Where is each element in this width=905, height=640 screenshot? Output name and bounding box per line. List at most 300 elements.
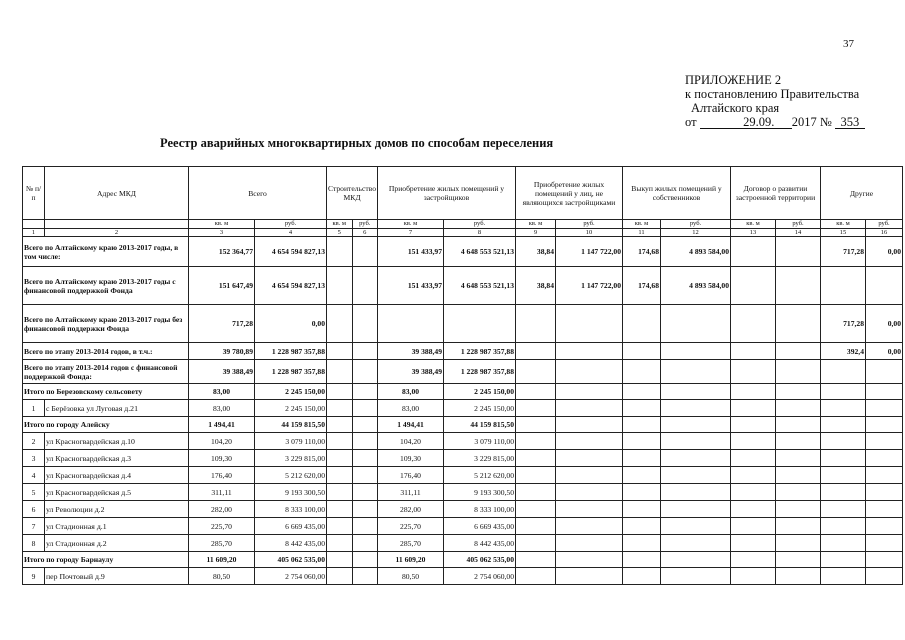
house-total-rub: 9 193 300,50 [255,484,327,501]
empty-cell [661,535,731,552]
summary-empty [352,267,378,305]
summary-empty [731,237,776,267]
empty-cell [623,400,661,417]
house-total-m2: 80,50 [189,568,255,585]
empty-cell [866,400,903,417]
year-label: 2017 № [791,115,832,129]
column-number-cell: 7 [378,229,444,237]
summary-non-m2: 38,84 [516,237,556,267]
empty-cell [327,400,353,417]
appendix-date-line [685,115,865,129]
empty-cell [516,484,556,501]
empty-cell [661,484,731,501]
group-empty [661,417,731,433]
empty-cell [731,501,776,518]
house-address: ул Красногвардейская д.10 [45,433,189,450]
unit-cell: руб. [661,220,731,229]
summary-buy-rub [661,305,731,343]
appendix-line-3: Алтайского края [691,101,780,115]
group-total-m2: 11 609,20 [189,552,255,568]
unit-cell: кв. м [821,220,866,229]
summary-buy-rub [661,343,731,360]
empty-cell [327,450,353,467]
group-dev-m2: 11 609,20 [378,552,444,568]
group-empty [516,384,556,400]
group-empty [516,552,556,568]
empty-cell [516,535,556,552]
group-empty [556,552,623,568]
appendix-title: ПРИЛОЖЕНИЕ 2 [685,73,782,87]
empty-cell [352,484,378,501]
house-address: ул Стадионная д.1 [45,518,189,535]
summary-dev-m2: 39 388,49 [378,343,444,360]
summary-empty [731,305,776,343]
summary-oth-m2 [821,267,866,305]
summary-empty [352,360,378,384]
summary-empty [731,360,776,384]
empty-cell [352,518,378,535]
house-row [23,568,903,585]
house-number: 5 [23,484,45,501]
empty-cell [776,535,821,552]
empty-cell [821,535,866,552]
empty-cell [516,467,556,484]
summary-buy-m2: 174,68 [623,237,661,267]
empty-cell [556,484,623,501]
house-number: 2 [23,433,45,450]
summary-total-rub: 0,00 [255,305,327,343]
house-row [23,484,903,501]
house-total-rub: 2 754 060,00 [255,568,327,585]
summary-empty [731,267,776,305]
summary-buy-m2 [623,343,661,360]
summary-dev-m2: 151 433,97 [378,237,444,267]
empty-cell [516,400,556,417]
register-table [22,166,903,585]
summary-oth-rub [866,360,903,384]
house-dev-rub: 9 193 300,50 [444,484,516,501]
house-row [23,518,903,535]
group-dev-rub: 405 062 535,00 [444,552,516,568]
empty-cell [821,518,866,535]
group-total-m2: 83,00 [189,384,255,400]
summary-total-m2: 717,28 [189,305,255,343]
group-total-rub: 2 245 150,00 [255,384,327,400]
house-total-rub: 8 333 100,00 [255,501,327,518]
summary-oth-rub: 0,00 [866,237,903,267]
group-empty [731,384,776,400]
group-empty [352,384,378,400]
empty-cell [776,433,821,450]
appendix-block [685,73,865,129]
empty-cell [866,450,903,467]
house-total-m2: 225,70 [189,518,255,535]
house-address: ул Революции д.2 [45,501,189,518]
empty-cell [731,484,776,501]
empty-cell [556,450,623,467]
empty-cell [623,433,661,450]
summary-non-m2 [516,360,556,384]
group-empty [731,552,776,568]
empty-cell [352,433,378,450]
house-row [23,501,903,518]
empty-cell [866,433,903,450]
house-dev-rub: 5 212 620,00 [444,467,516,484]
house-total-m2: 285,70 [189,535,255,552]
empty-cell [821,400,866,417]
group-label: Итого по Березовскому сельсовету [23,384,189,400]
decree-number: 353 [835,116,865,129]
col-buyout-header: Выкуп жилых помещений у собственников [623,167,731,220]
summary-non-rub [556,343,623,360]
empty-cell [776,568,821,585]
empty-cell [661,568,731,585]
house-dev-rub: 3 229 815,00 [444,450,516,467]
summary-buy-rub: 4 893 584,00 [661,237,731,267]
house-dev-rub: 8 333 100,00 [444,501,516,518]
col-dev-agreement-header: Договор о развитии застроенной территории [731,167,821,220]
group-empty [821,384,866,400]
group-empty [623,417,661,433]
summary-empty [327,305,353,343]
group-empty [661,384,731,400]
empty-cell [556,518,623,535]
empty-cell [731,433,776,450]
summary-non-rub [556,305,623,343]
empty-cell [327,518,353,535]
empty-cell [661,467,731,484]
summary-row [23,360,903,384]
empty-cell [352,568,378,585]
empty-cell [623,467,661,484]
group-total-m2: 1 494,41 [189,417,255,433]
date-prefix: от [685,115,697,129]
column-number-cell: 11 [623,229,661,237]
summary-oth-rub [866,267,903,305]
document-title: Реестр аварийных многоквартирных домов по способам переселения [160,136,554,150]
summary-buy-rub [661,360,731,384]
summary-oth-m2: 717,28 [821,305,866,343]
house-number: 1 [23,400,45,417]
empty-cell [866,535,903,552]
summary-non-rub: 1 147 722,00 [556,267,623,305]
group-empty [556,384,623,400]
units-row [23,220,903,229]
group-empty [661,552,731,568]
summary-empty [352,305,378,343]
summary-non-m2 [516,305,556,343]
summary-dev-rub: 1 228 987 357,88 [444,360,516,384]
group-empty [776,384,821,400]
summary-label: Всего по Алтайскому краю 2013-2017 годы без финансовой поддержки Фонда [23,305,189,343]
house-dev-m2: 176,40 [378,467,444,484]
group-empty [821,552,866,568]
empty-cell [352,400,378,417]
group-total-row [23,384,903,400]
unit-cell: кв. м [327,220,353,229]
empty-cell [776,518,821,535]
empty-cell [327,433,353,450]
group-empty [623,552,661,568]
col-total-header: Всего [189,167,327,220]
empty-cell [661,400,731,417]
group-total-rub: 44 159 815,50 [255,417,327,433]
empty-cell [866,484,903,501]
empty-cell [327,484,353,501]
empty-cell [821,568,866,585]
house-address: с Берёзовка ул Луговая д.21 [45,400,189,417]
summary-empty [776,237,821,267]
empty-cell [623,518,661,535]
column-number-cell: 16 [866,229,903,237]
group-label: Итого по городу Алейску [23,417,189,433]
summary-total-rub: 1 228 987 357,88 [255,343,327,360]
group-empty [556,417,623,433]
summary-empty [776,343,821,360]
summary-dev-rub [444,305,516,343]
group-empty [776,417,821,433]
summary-oth-m2: 392,4 [821,343,866,360]
group-total-row [23,417,903,433]
empty-cell [776,484,821,501]
summary-empty [327,343,353,360]
summary-buy-m2: 174,68 [623,267,661,305]
empty-cell [556,501,623,518]
empty-cell [623,450,661,467]
empty-cell [352,501,378,518]
summary-non-m2: 38,84 [516,267,556,305]
summary-label: Всего по этапу 2013-2014 годов с финансовой поддержкой Фонда: [23,360,189,384]
group-empty [327,417,353,433]
column-number-cell: 5 [327,229,353,237]
empty-cell [516,433,556,450]
house-total-rub: 2 245 150,00 [255,400,327,417]
house-dev-rub: 2 245 150,00 [444,400,516,417]
house-address: пер Почтовый д.9 [45,568,189,585]
house-total-m2: 176,40 [189,467,255,484]
empty-cell [327,535,353,552]
empty-cell [556,433,623,450]
unit-cell: руб. [556,220,623,229]
summary-non-rub: 1 147 722,00 [556,237,623,267]
empty-cell [731,568,776,585]
group-dev-rub: 44 159 815,50 [444,417,516,433]
summary-buy-m2 [623,305,661,343]
empty-cell [516,501,556,518]
col-addr-header: Адрес МКД [45,167,189,220]
summary-dev-rub: 1 228 987 357,88 [444,343,516,360]
empty-cell [516,518,556,535]
empty-cell [731,400,776,417]
empty-cell [661,518,731,535]
column-number-cell: 8 [444,229,516,237]
empty-cell [866,568,903,585]
empty-cell [352,535,378,552]
empty-cell [556,535,623,552]
house-number: 3 [23,450,45,467]
summary-total-m2: 151 647,49 [189,267,255,305]
column-number-cell: 9 [516,229,556,237]
group-empty [866,417,903,433]
empty-cell [776,400,821,417]
unit-cell: руб. [444,220,516,229]
summary-total-m2: 39 780,89 [189,343,255,360]
house-total-m2: 282,00 [189,501,255,518]
house-total-rub: 8 442 435,00 [255,535,327,552]
empty-cell [661,450,731,467]
empty-cell [516,450,556,467]
col-other-header: Другие [821,167,903,220]
house-number: 4 [23,467,45,484]
summary-dev-rub: 4 648 553 521,13 [444,237,516,267]
empty-cell [556,400,623,417]
house-total-rub: 3 079 110,00 [255,433,327,450]
house-row [23,433,903,450]
empty-cell [327,568,353,585]
header-row [23,167,903,220]
summary-total-rub: 1 228 987 357,88 [255,360,327,384]
summary-oth-m2 [821,360,866,384]
group-empty [866,552,903,568]
group-empty [821,417,866,433]
column-number-cell: 2 [45,229,189,237]
group-dev-rub: 2 245 150,00 [444,384,516,400]
summary-oth-rub: 0,00 [866,305,903,343]
summary-row [23,267,903,305]
column-number-cell: 12 [661,229,731,237]
summary-empty [731,343,776,360]
summary-empty [327,360,353,384]
summary-empty [352,237,378,267]
house-row [23,467,903,484]
house-total-m2: 83,00 [189,400,255,417]
summary-row [23,237,903,267]
house-dev-rub: 3 079 110,00 [444,433,516,450]
house-total-rub: 6 669 435,00 [255,518,327,535]
house-address: ул Красногвардейская д.5 [45,484,189,501]
summary-empty [327,267,353,305]
group-empty [516,417,556,433]
col-num-header: № п/п [23,167,45,220]
empty-cell [821,501,866,518]
empty-cell [731,467,776,484]
summary-row [23,305,903,343]
house-total-m2: 109,30 [189,450,255,467]
summary-total-m2: 152 364,77 [189,237,255,267]
col-construction-header: Строительство МКД [327,167,378,220]
empty-cell [866,518,903,535]
summary-total-rub: 4 654 594 827,13 [255,237,327,267]
summary-label: Всего по Алтайскому краю 2013-2017 годы с финансовой поддержкой Фонда [23,267,189,305]
unit-cell: кв. м [623,220,661,229]
summary-empty [327,237,353,267]
summary-empty [776,267,821,305]
house-total-m2: 311,11 [189,484,255,501]
house-dev-m2: 80,50 [378,568,444,585]
summary-label: Всего по этапу 2013-2014 годов, в т.ч.: [23,343,189,360]
summary-label: Всего по Алтайскому краю 2013-2017 годы, в том числе: [23,237,189,267]
empty-cell [623,535,661,552]
house-dev-rub: 6 669 435,00 [444,518,516,535]
column-number-cell: 14 [776,229,821,237]
empty-cell [821,467,866,484]
house-address: ул Красногвардейская д.4 [45,467,189,484]
empty-cell [866,467,903,484]
empty-cell [731,518,776,535]
group-dev-m2: 1 494,41 [378,417,444,433]
empty-cell [731,450,776,467]
empty-cell [352,467,378,484]
units-cell-empty [45,220,189,229]
group-empty [623,384,661,400]
unit-cell: кв. м [731,220,776,229]
house-dev-m2: 282,00 [378,501,444,518]
summary-buy-rub: 4 893 584,00 [661,267,731,305]
empty-cell [327,467,353,484]
empty-cell [661,433,731,450]
empty-cell [556,467,623,484]
empty-cell [352,450,378,467]
empty-cell [866,501,903,518]
house-total-rub: 3 229 815,00 [255,450,327,467]
column-number-cell: 3 [189,229,255,237]
summary-buy-m2 [623,360,661,384]
house-address: ул Красногвардейская д.3 [45,450,189,467]
empty-cell [623,568,661,585]
appendix-line-2: к постановлению Правительства [685,87,860,101]
summary-oth-m2: 717,28 [821,237,866,267]
unit-cell: кв. м [516,220,556,229]
empty-cell [516,568,556,585]
empty-cell [327,501,353,518]
unit-cell: кв. м [189,220,255,229]
empty-cell [556,568,623,585]
house-dev-rub: 2 754 060,00 [444,568,516,585]
unit-cell: кв. м [378,220,444,229]
house-address: ул Стадионная д.2 [45,535,189,552]
group-empty [327,552,353,568]
group-empty [327,384,353,400]
house-dev-rub: 8 442 435,00 [444,535,516,552]
house-dev-m2: 285,70 [378,535,444,552]
house-row [23,450,903,467]
group-empty [866,384,903,400]
empty-cell [623,484,661,501]
summary-oth-rub: 0,00 [866,343,903,360]
unit-cell: руб. [776,220,821,229]
empty-cell [661,501,731,518]
summary-dev-m2: 151 433,97 [378,267,444,305]
group-empty [776,552,821,568]
house-number: 6 [23,501,45,518]
empty-cell [776,501,821,518]
summary-dev-rub: 4 648 553 521,13 [444,267,516,305]
summary-empty [776,360,821,384]
empty-cell [821,450,866,467]
group-empty [352,417,378,433]
house-dev-m2: 225,70 [378,518,444,535]
col-acq-dev-header: Приобретение жилых помещений у застройщиков [378,167,516,220]
group-total-row [23,552,903,568]
empty-cell [776,467,821,484]
date-value: 29.09. [700,116,792,129]
house-dev-m2: 311,11 [378,484,444,501]
unit-cell: руб. [352,220,378,229]
empty-cell [731,535,776,552]
summary-total-m2: 39 388,49 [189,360,255,384]
house-dev-m2: 109,30 [378,450,444,467]
empty-cell [623,501,661,518]
